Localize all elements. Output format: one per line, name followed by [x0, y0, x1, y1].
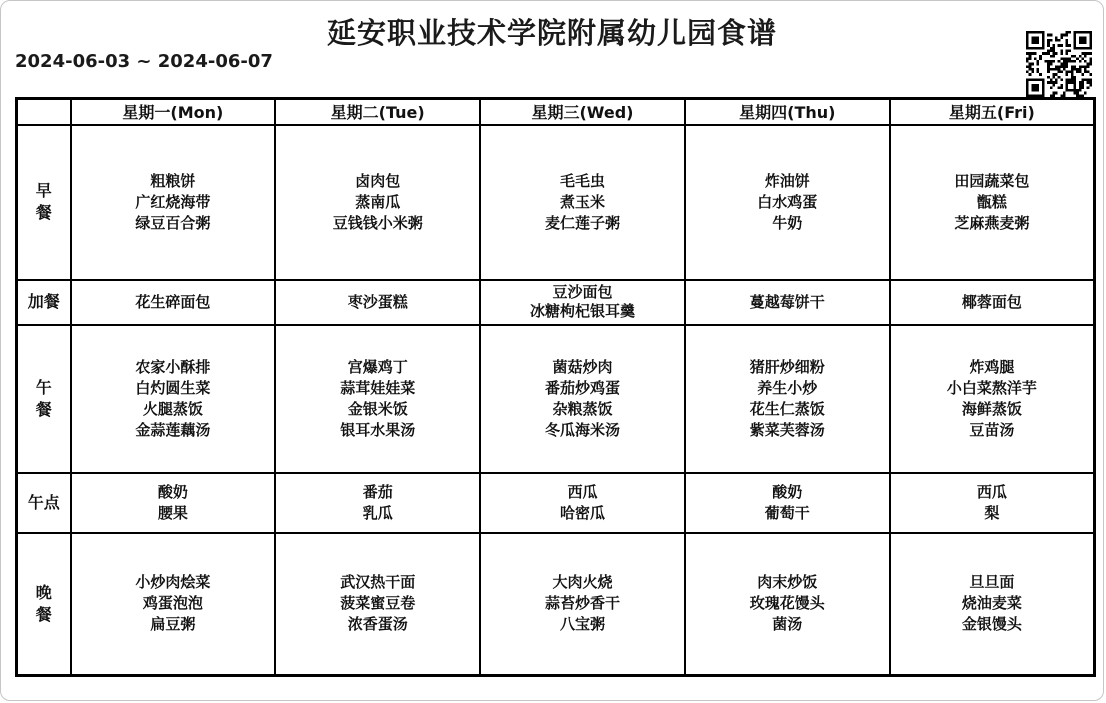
menu-item: 腰果	[157, 503, 188, 522]
row-label-char: 餐	[35, 203, 52, 222]
row-label-dinner	[17, 533, 71, 676]
menu-item: 花生仁蒸饭	[749, 399, 825, 418]
menu-item: 扁豆粥	[150, 615, 196, 634]
menu-item: 冰糖枸杞银耳羹	[529, 302, 635, 320]
qr-code-icon	[1026, 31, 1092, 97]
row-label-breakfast	[17, 125, 71, 280]
menu-item: 酸奶	[157, 482, 188, 501]
menu-cell	[685, 473, 890, 533]
menu-item: 玫瑰花馒头	[749, 594, 825, 613]
menu-item: 甑糕	[976, 192, 1007, 211]
menu-cell	[480, 125, 685, 280]
menu-item: 梨	[984, 503, 1000, 522]
menu-cell	[890, 473, 1095, 533]
row-label-char: 早	[35, 181, 52, 200]
menu-item: 蒜茸娃娃菜	[340, 378, 416, 397]
menu-item: 肉末炒饭	[757, 573, 818, 592]
menu-cell	[480, 533, 685, 676]
menu-item: 菠菜蜜豆卷	[340, 594, 416, 613]
menu-item: 葡萄干	[764, 503, 810, 522]
menu-cell	[685, 125, 890, 280]
menu-item: 白灼圆生菜	[135, 378, 211, 397]
menu-item: 八宝粥	[559, 615, 605, 634]
menu-cell	[275, 280, 480, 325]
menu-cell	[685, 325, 890, 473]
day-header: 星期三(Wed)	[480, 99, 685, 125]
meal-row-dinner	[17, 533, 1095, 676]
menu-item: 武汉热干面	[340, 573, 416, 592]
menu-cell	[685, 533, 890, 676]
meal-row-breakfast	[17, 125, 1095, 280]
menu-item: 旦旦面	[969, 573, 1015, 592]
menu-cell	[890, 533, 1095, 676]
menu-item: 宫爆鸡丁	[347, 357, 408, 376]
day-header: 星期二(Tue)	[275, 99, 480, 125]
menu-item: 金银馒头	[961, 615, 1022, 634]
menu-item: 绿豆百合粥	[135, 213, 211, 232]
menu-item: 菌汤	[772, 615, 803, 634]
menu-item: 番茄	[362, 482, 393, 501]
menu-item: 番茄炒鸡蛋	[544, 378, 620, 397]
menu-cell	[275, 533, 480, 676]
menu-item: 牛奶	[772, 213, 803, 232]
menu-item: 蒸南瓜	[355, 192, 401, 211]
row-label-lunch	[17, 325, 71, 473]
menu-item: 豆苗汤	[969, 420, 1015, 439]
menu-item: 煮玉米	[559, 192, 605, 211]
menu-cell	[890, 125, 1095, 280]
row-label-afternoon-snack: 午点	[17, 473, 71, 533]
row-label-char: 餐	[35, 604, 52, 624]
menu-item: 白水鸡蛋	[757, 192, 818, 211]
meal-row-lunch	[17, 325, 1095, 473]
header-row	[17, 99, 1095, 125]
menu-item: 西瓜	[567, 482, 598, 501]
menu-item: 火腿蒸饭	[142, 399, 203, 418]
menu-item: 大肉火烧	[552, 573, 613, 592]
menu-item: 花生碎面包	[135, 292, 211, 311]
row-label-char: 晚	[35, 582, 52, 602]
menu-cell	[71, 533, 276, 676]
menu-item: 烧油麦菜	[961, 594, 1022, 613]
menu-cell	[685, 280, 890, 325]
menu-item: 豆钱钱小米粥	[332, 213, 423, 232]
day-header: 星期一(Mon)	[71, 99, 276, 125]
menu-item: 乳瓜	[362, 503, 393, 522]
menu-item: 田园蔬菜包	[954, 171, 1030, 190]
menu-item: 豆沙面包	[552, 283, 613, 301]
menu-item: 小炒肉烩菜	[135, 573, 211, 592]
menu-cell	[275, 325, 480, 473]
menu-item: 金蒜莲藕汤	[135, 420, 211, 439]
row-label-char: 餐	[35, 399, 52, 419]
menu-item: 金银米饭	[347, 399, 408, 418]
menu-cell	[480, 325, 685, 473]
menu-item: 杂粮蒸饭	[552, 399, 613, 418]
menu-item: 毛毛虫	[559, 171, 605, 190]
menu-item: 椰蓉面包	[961, 292, 1022, 311]
menu-cell	[71, 280, 276, 325]
menu-item: 粗粮饼	[150, 171, 196, 190]
date-range: 2024-06-03 ~ 2024-06-07	[15, 51, 273, 72]
row-label-char: 午	[35, 377, 52, 397]
menu-item: 广红烧海带	[135, 192, 211, 211]
menu-table	[15, 97, 1096, 677]
menu-cell	[890, 325, 1095, 473]
menu-cell	[71, 473, 276, 533]
meal-row-morning-snack	[17, 280, 1095, 325]
menu-item: 枣沙蛋糕	[347, 292, 408, 311]
menu-cell	[71, 325, 276, 473]
row-label-morning-snack: 加餐	[17, 280, 71, 325]
day-header: 星期四(Thu)	[685, 99, 890, 125]
menu-item: 炸鸡腿	[969, 357, 1015, 376]
menu-item: 冬瓜海米汤	[544, 420, 620, 439]
menu-item: 西瓜	[976, 482, 1007, 501]
menu-item: 小白菜熬洋芋	[946, 378, 1037, 397]
menu-item: 麦仁莲子粥	[544, 213, 620, 232]
menu-item: 炸油饼	[764, 171, 810, 190]
menu-item: 芝麻燕麦粥	[954, 213, 1030, 232]
menu-cell	[890, 280, 1095, 325]
menu-item: 海鲜蒸饭	[961, 399, 1022, 418]
menu-item: 农家小酥排	[135, 357, 211, 376]
menu-item: 紫菜芙蓉汤	[749, 420, 825, 439]
page-title: 延安职业技术学院附属幼儿园食谱	[326, 16, 777, 50]
menu-cell	[71, 125, 276, 280]
menu-item: 蒜苔炒香干	[544, 594, 620, 613]
menu-item: 酸奶	[772, 482, 803, 501]
menu-item: 浓香蛋汤	[347, 615, 408, 634]
menu-cell	[275, 473, 480, 533]
menu-item: 菌菇炒肉	[552, 357, 613, 376]
corner-cell	[17, 99, 71, 125]
menu-cell	[275, 125, 480, 280]
day-header: 星期五(Fri)	[890, 99, 1095, 125]
menu-cell	[480, 280, 685, 325]
menu-item: 鸡蛋泡泡	[142, 594, 203, 613]
menu-item: 卤肉包	[355, 171, 401, 190]
menu-item: 哈密瓜	[559, 503, 605, 522]
menu-item: 蔓越莓饼干	[749, 292, 825, 311]
menu-cell	[480, 473, 685, 533]
menu-item: 猪肝炒细粉	[749, 357, 825, 376]
menu-item: 养生小炒	[757, 378, 818, 397]
meal-row-afternoon-snack	[17, 473, 1095, 533]
menu-item: 银耳水果汤	[340, 420, 416, 439]
